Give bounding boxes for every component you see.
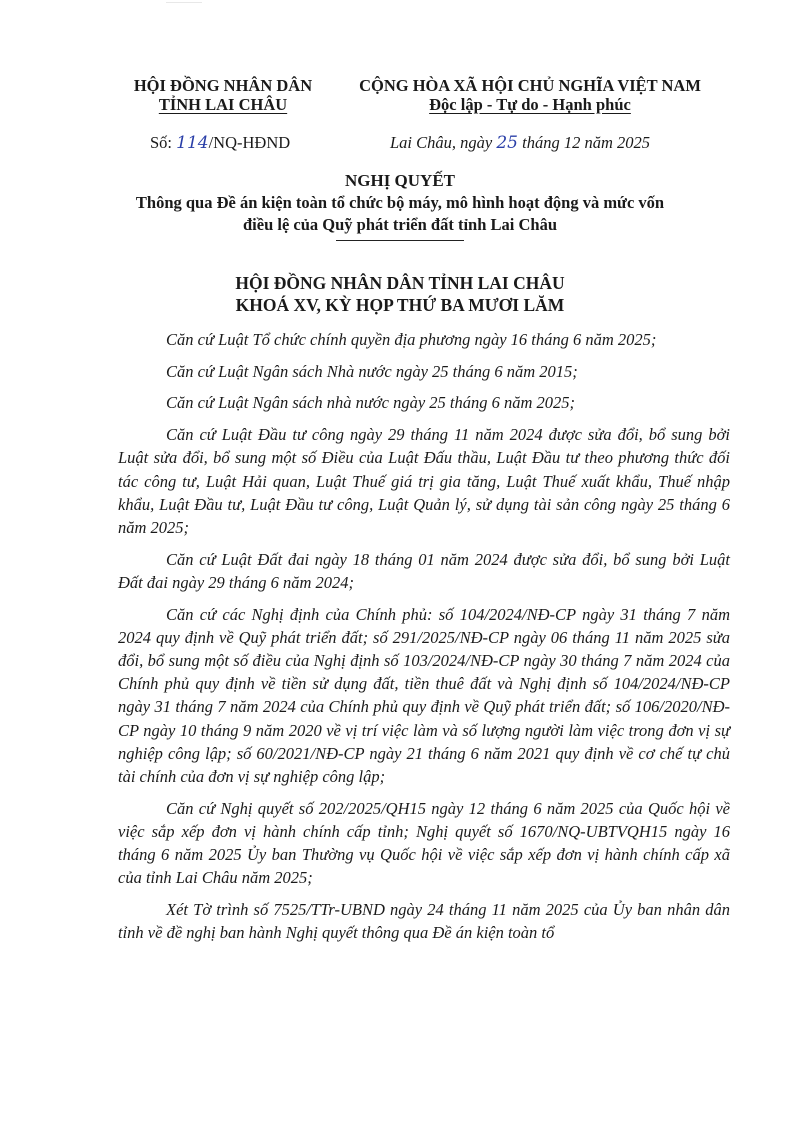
submission-paragraph: Xét Tờ trình số 7525/TTr-UBND ngày 24 tháng 11 năm 2025 của Ủy ban nhân dân tỉnh về đề nghị ban hành Nghị quyết thông qua Đề án kiện toàn tổ: [118, 899, 730, 943]
legal-basis-paragraph: Căn cứ Luật Đầu tư công ngày 29 tháng 11 năm 2024 được sửa đổi, bổ sung bởi Luật sửa đổi, bổ sung một số Điều của Luật Đấu thầu, Luật Đầu tư theo phương thức đối tác công tư, Luật Hải quan, Luật Thuế giá trị gia tăng, Luật Thuế xuất khẩu, Thuế nhập khẩu, Luật Đầu tư, Luật Đầu tư công, Luật Quản lý, sử dụng tài sản công ngày 25 tháng 6 năm 2025;: [118, 425, 730, 537]
document-number: [150, 133, 290, 153]
council-line-1: HỘI ĐỒNG NHÂN DÂN TỈNH LAI CHÂU: [235, 273, 565, 293]
country-name: CỘNG HÒA XÃ HỘI CHỦ NGHĨA VIỆT NAM: [359, 76, 701, 95]
doc-number-handwritten: 114: [176, 133, 209, 153]
document-body: [118, 328, 730, 953]
date-day-handwritten: 25: [496, 133, 518, 153]
authority-line-2: [98, 95, 348, 114]
legal-basis-paragraph: Căn cứ Luật Tổ chức chính quyền địa phương ngày 16 tháng 6 năm 2025;: [166, 330, 657, 349]
title-divider: [336, 240, 464, 241]
doc-number-prefix: Số:: [150, 133, 173, 152]
legal-basis-paragraph: Căn cứ Nghị quyết số 202/2025/QH15 ngày 12 tháng 6 năm 2025 của Quốc hội về việc sắp xếp đơn vị hành chính cấp tỉnh; Nghị quyết số 1670/NQ-UBTVQH15 ngày 16 tháng 6 năm 2025 Ủy ban Thường vụ Quốc hội về việc sắp xếp đơn vị hành chính cấp xã của tỉnh Lai Châu năm 2025;: [118, 798, 730, 888]
subject-line-2: điều lệ của Quỹ phát triển đất tỉnh Lai Châu: [242, 215, 557, 234]
scan-mark: [166, 2, 202, 13]
authority-name: TỈNH LAI CHÂU: [158, 95, 288, 114]
date-after: tháng 12 năm 2025: [522, 133, 650, 152]
council-heading: [0, 272, 800, 316]
legal-basis-paragraph: Căn cứ các Nghị định của Chính phủ: số 104/2024/NĐ-CP ngày 31 tháng 7 năm 2024 quy định về Quỹ phát triển đất; số 291/2025/NĐ-CP ngày 06 tháng 11 năm 2025 sửa đổi, bổ sung một số điều của Nghị định số 103/2024/NĐ-CP ngày 30 tháng 7 năm 2024 của Chính phủ quy định về tiền sử dụng đất, tiền thuê đất và Nghị định số 104/2024/NĐ-CP ngày 31 tháng 7 năm 2024 của Chính phủ quy định về Quỹ phát triển đất; số 106/2020/NĐ-CP ngày 10 tháng 9 năm 2020 về vị trí việc làm và số lượng người làm việc trong đơn vị sự nghiệp công lập; số 60/2021/NĐ-CP ngày 21 tháng 6 năm 2021 quy định về cơ chế tự chủ tài chính của đơn vị sự nghiệp công lập;: [118, 604, 730, 786]
doc-number-suffix: /NQ-HĐND: [208, 133, 291, 152]
date-before: Lai Châu, ngày: [390, 133, 493, 152]
resolution-title: [0, 170, 800, 241]
legal-basis-paragraph: Căn cứ Luật Đất đai ngày 18 tháng 01 năm 2024 được sửa đổi, bổ sung bởi Luật Đất đai ngày 29 tháng 6 năm 2024;: [118, 549, 730, 592]
motto: Độc lập - Tự do - Hạnh phúc: [429, 95, 631, 114]
council-line-2: KHOÁ XV, KỲ HỌP THỨ BA MƯƠI LĂM: [235, 295, 565, 315]
place-and-date: [390, 133, 650, 153]
issuing-authority: [98, 76, 348, 114]
authority-line-1: HỘI ĐỒNG NHÂN DÂN: [133, 76, 313, 95]
subject-line-1: Thông qua Đề án kiện toàn tổ chức bộ máy, mô hình hoạt động và mức vốn: [135, 193, 665, 212]
motto-line: [350, 95, 710, 114]
national-motto: [350, 76, 710, 114]
document-type: NGHỊ QUYẾT: [344, 171, 456, 190]
legal-basis-paragraph: Căn cứ Luật Ngân sách nhà nước ngày 25 tháng 6 năm 2025;: [166, 393, 576, 413]
legal-basis-paragraph: Căn cứ Luật Ngân sách Nhà nước ngày 25 tháng 6 năm 2015;: [166, 361, 578, 381]
